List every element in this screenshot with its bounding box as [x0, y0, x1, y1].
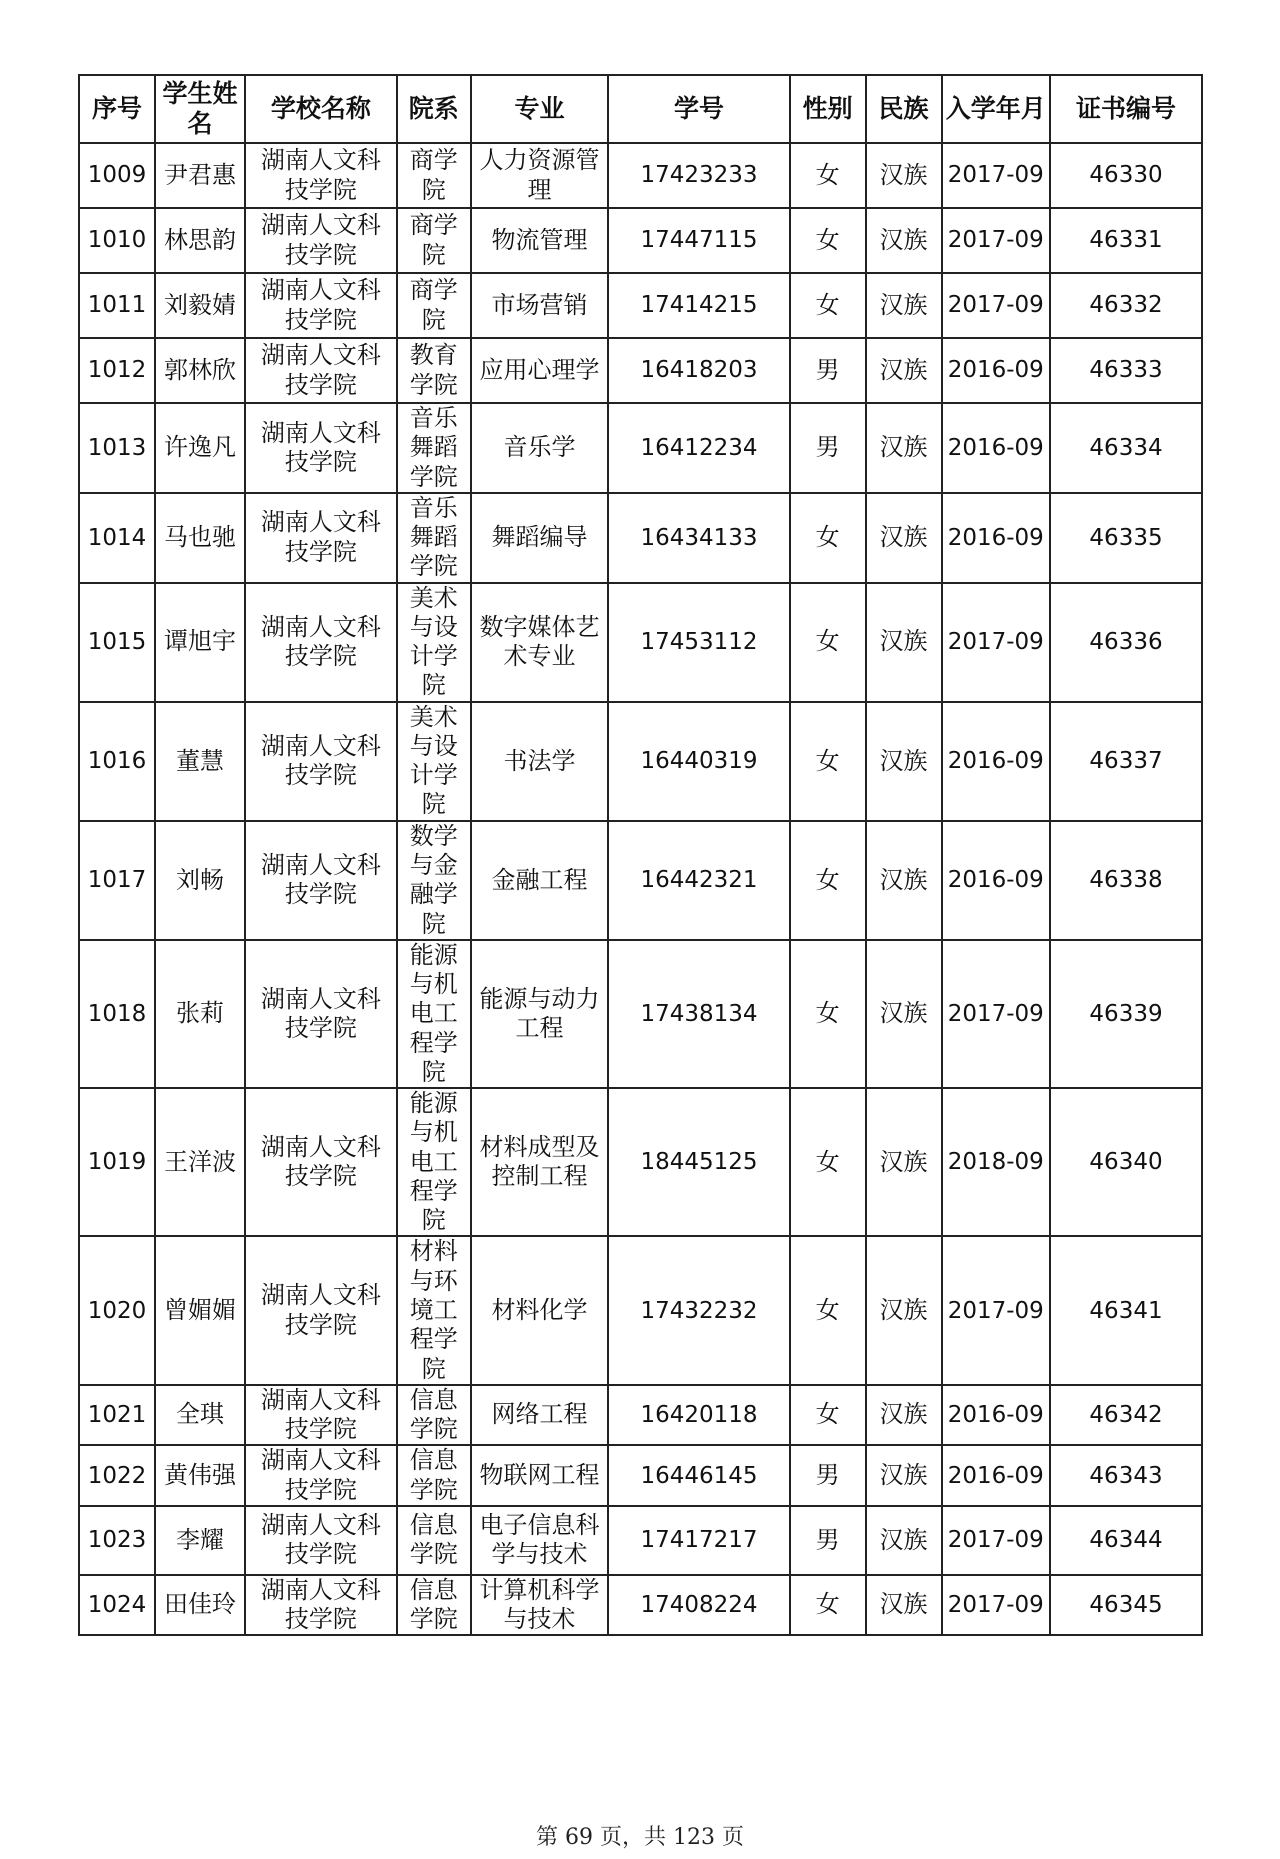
cell-student-id: 18445125	[608, 1088, 789, 1236]
cell-ethnicity: 汉族	[866, 1575, 942, 1636]
table-row	[79, 1385, 1202, 1446]
cell-enrollment: 2016-09	[942, 403, 1051, 493]
cell-serial: 1021	[79, 1385, 155, 1446]
cell-gender: 女	[790, 702, 866, 821]
cell-name: 王洋波	[155, 1088, 245, 1236]
cell-department: 音乐舞蹈学院	[397, 403, 471, 493]
cell-name: 董慧	[155, 702, 245, 821]
cell-ethnicity: 汉族	[866, 1236, 942, 1384]
cell-student-id: 17423233	[608, 143, 789, 208]
cell-school: 湖南人文科技学院	[245, 403, 397, 493]
cell-department: 信息学院	[397, 1506, 471, 1575]
cell-serial: 1015	[79, 583, 155, 702]
cell-major: 应用心理学	[471, 338, 609, 403]
cell-gender: 女	[790, 940, 866, 1088]
header-cell: 学生姓名	[155, 75, 245, 143]
cell-student-id: 17438134	[608, 940, 789, 1088]
cell-gender: 男	[790, 338, 866, 403]
cell-school: 湖南人文科技学院	[245, 1445, 397, 1506]
cell-major: 网络工程	[471, 1385, 609, 1446]
cell-ethnicity: 汉族	[866, 1088, 942, 1236]
cell-serial: 1010	[79, 208, 155, 273]
cell-major: 数字媒体艺术专业	[471, 583, 609, 702]
cell-certificate-no: 46341	[1050, 1236, 1202, 1384]
table-row	[79, 1088, 1202, 1236]
cell-department: 信息学院	[397, 1575, 471, 1636]
table-row	[79, 1445, 1202, 1506]
cell-name: 刘毅婧	[155, 273, 245, 338]
cell-department: 教育学院	[397, 338, 471, 403]
cell-school: 湖南人文科技学院	[245, 493, 397, 583]
cell-gender: 女	[790, 493, 866, 583]
cell-school: 湖南人文科技学院	[245, 583, 397, 702]
cell-student-id: 16442321	[608, 821, 789, 940]
header-cell: 民族	[866, 75, 942, 143]
cell-school: 湖南人文科技学院	[245, 273, 397, 338]
cell-certificate-no: 46340	[1050, 1088, 1202, 1236]
cell-enrollment: 2017-09	[942, 1236, 1051, 1384]
cell-enrollment: 2017-09	[942, 940, 1051, 1088]
cell-student-id: 17453112	[608, 583, 789, 702]
cell-certificate-no: 46337	[1050, 702, 1202, 821]
cell-name: 李耀	[155, 1506, 245, 1575]
cell-school: 湖南人文科技学院	[245, 338, 397, 403]
cell-department: 能源与机电工程学院	[397, 1088, 471, 1236]
page-footer: 第 69 页，共 123 页	[536, 1825, 744, 1850]
cell-name: 尹君惠	[155, 143, 245, 208]
cell-name: 张莉	[155, 940, 245, 1088]
cell-school: 湖南人文科技学院	[245, 208, 397, 273]
cell-certificate-no: 46343	[1050, 1445, 1202, 1506]
header-cell: 性别	[790, 75, 866, 143]
cell-ethnicity: 汉族	[866, 1385, 942, 1446]
cell-ethnicity: 汉族	[866, 493, 942, 583]
header-cell: 入学年月	[942, 75, 1051, 143]
cell-name: 黄伟强	[155, 1445, 245, 1506]
cell-school: 湖南人文科技学院	[245, 821, 397, 940]
cell-name: 刘畅	[155, 821, 245, 940]
cell-enrollment: 2017-09	[942, 1575, 1051, 1636]
table-row	[79, 1506, 1202, 1575]
cell-department: 商学院	[397, 208, 471, 273]
table-row	[79, 403, 1202, 493]
cell-name: 曾媚媚	[155, 1236, 245, 1384]
cell-serial: 1011	[79, 273, 155, 338]
cell-major: 材料化学	[471, 1236, 609, 1384]
cell-student-id: 16446145	[608, 1445, 789, 1506]
cell-enrollment: 2017-09	[942, 208, 1051, 273]
table-body	[79, 143, 1202, 1635]
cell-school: 湖南人文科技学院	[245, 940, 397, 1088]
cell-student-id: 16418203	[608, 338, 789, 403]
cell-department: 材料与环境工程学院	[397, 1236, 471, 1384]
cell-enrollment: 2016-09	[942, 702, 1051, 821]
table-row	[79, 1575, 1202, 1636]
cell-department: 商学院	[397, 273, 471, 338]
cell-ethnicity: 汉族	[866, 338, 942, 403]
header-cell: 学号	[608, 75, 789, 143]
table-row	[79, 1236, 1202, 1384]
cell-certificate-no: 46336	[1050, 583, 1202, 702]
cell-serial: 1012	[79, 338, 155, 403]
cell-department: 信息学院	[397, 1385, 471, 1446]
cell-ethnicity: 汉族	[866, 821, 942, 940]
cell-name: 田佳玲	[155, 1575, 245, 1636]
cell-student-id: 17414215	[608, 273, 789, 338]
cell-student-id: 16434133	[608, 493, 789, 583]
cell-gender: 女	[790, 583, 866, 702]
cell-serial: 1013	[79, 403, 155, 493]
header-cell: 序号	[79, 75, 155, 143]
cell-enrollment: 2016-09	[942, 1445, 1051, 1506]
header-cell: 专业	[471, 75, 609, 143]
header-cell: 院系	[397, 75, 471, 143]
cell-enrollment: 2017-09	[942, 583, 1051, 702]
cell-certificate-no: 46345	[1050, 1575, 1202, 1636]
cell-major: 书法学	[471, 702, 609, 821]
cell-gender: 女	[790, 1088, 866, 1236]
cell-major: 金融工程	[471, 821, 609, 940]
cell-school: 湖南人文科技学院	[245, 1088, 397, 1236]
cell-ethnicity: 汉族	[866, 403, 942, 493]
cell-serial: 1016	[79, 702, 155, 821]
cell-serial: 1022	[79, 1445, 155, 1506]
cell-department: 美术与设计学院	[397, 702, 471, 821]
cell-ethnicity: 汉族	[866, 940, 942, 1088]
cell-name: 全琪	[155, 1385, 245, 1446]
cell-student-id: 16440319	[608, 702, 789, 821]
cell-enrollment: 2018-09	[942, 1088, 1051, 1236]
cell-department: 商学院	[397, 143, 471, 208]
cell-serial: 1020	[79, 1236, 155, 1384]
cell-student-id: 17417217	[608, 1506, 789, 1575]
cell-ethnicity: 汉族	[866, 1445, 942, 1506]
cell-enrollment: 2016-09	[942, 493, 1051, 583]
cell-certificate-no: 46339	[1050, 940, 1202, 1088]
cell-school: 湖南人文科技学院	[245, 143, 397, 208]
cell-gender: 男	[790, 403, 866, 493]
header-row	[79, 75, 1202, 143]
cell-certificate-no: 46342	[1050, 1385, 1202, 1446]
cell-ethnicity: 汉族	[866, 273, 942, 338]
cell-student-id: 17432232	[608, 1236, 789, 1384]
cell-certificate-no: 46333	[1050, 338, 1202, 403]
table-row	[79, 940, 1202, 1088]
cell-department: 音乐舞蹈学院	[397, 493, 471, 583]
cell-certificate-no: 46344	[1050, 1506, 1202, 1575]
cell-enrollment: 2017-09	[942, 1506, 1051, 1575]
cell-major: 电子信息科学与技术	[471, 1506, 609, 1575]
cell-gender: 女	[790, 273, 866, 338]
cell-school: 湖南人文科技学院	[245, 1506, 397, 1575]
cell-serial: 1018	[79, 940, 155, 1088]
cell-certificate-no: 46334	[1050, 403, 1202, 493]
cell-major: 市场营销	[471, 273, 609, 338]
table-row	[79, 208, 1202, 273]
cell-major: 物流管理	[471, 208, 609, 273]
cell-enrollment: 2017-09	[942, 143, 1051, 208]
cell-enrollment: 2016-09	[942, 338, 1051, 403]
cell-certificate-no: 46338	[1050, 821, 1202, 940]
cell-enrollment: 2016-09	[942, 1385, 1051, 1446]
table-row	[79, 143, 1202, 208]
cell-school: 湖南人文科技学院	[245, 1385, 397, 1446]
cell-school: 湖南人文科技学院	[245, 1575, 397, 1636]
cell-certificate-no: 46330	[1050, 143, 1202, 208]
cell-gender: 女	[790, 1236, 866, 1384]
cell-major: 音乐学	[471, 403, 609, 493]
cell-certificate-no: 46332	[1050, 273, 1202, 338]
cell-major: 人力资源管理	[471, 143, 609, 208]
table-row	[79, 338, 1202, 403]
cell-name: 郭林欣	[155, 338, 245, 403]
table-row	[79, 702, 1202, 821]
cell-serial: 1017	[79, 821, 155, 940]
cell-gender: 女	[790, 821, 866, 940]
cell-serial: 1024	[79, 1575, 155, 1636]
cell-ethnicity: 汉族	[866, 208, 942, 273]
table-row	[79, 821, 1202, 940]
cell-enrollment: 2017-09	[942, 273, 1051, 338]
cell-enrollment: 2016-09	[942, 821, 1051, 940]
cell-name: 谭旭宇	[155, 583, 245, 702]
cell-ethnicity: 汉族	[866, 143, 942, 208]
cell-student-id: 17408224	[608, 1575, 789, 1636]
cell-name: 马也驰	[155, 493, 245, 583]
cell-student-id: 16420118	[608, 1385, 789, 1446]
table-row	[79, 273, 1202, 338]
cell-gender: 男	[790, 1445, 866, 1506]
cell-major: 能源与动力工程	[471, 940, 609, 1088]
cell-major: 计算机科学与技术	[471, 1575, 609, 1636]
header-cell: 证书编号	[1050, 75, 1202, 143]
cell-serial: 1014	[79, 493, 155, 583]
header-cell: 学校名称	[245, 75, 397, 143]
cell-major: 材料成型及控制工程	[471, 1088, 609, 1236]
cell-department: 能源与机电工程学院	[397, 940, 471, 1088]
cell-certificate-no: 46331	[1050, 208, 1202, 273]
cell-name: 林思韵	[155, 208, 245, 273]
cell-gender: 女	[790, 143, 866, 208]
cell-serial: 1009	[79, 143, 155, 208]
table-row	[79, 583, 1202, 702]
cell-school: 湖南人文科技学院	[245, 702, 397, 821]
cell-department: 信息学院	[397, 1445, 471, 1506]
cell-student-id: 16412234	[608, 403, 789, 493]
cell-serial: 1023	[79, 1506, 155, 1575]
cell-gender: 女	[790, 1385, 866, 1446]
cell-gender: 女	[790, 1575, 866, 1636]
cell-gender: 男	[790, 1506, 866, 1575]
student-table	[78, 74, 1203, 1636]
cell-serial: 1019	[79, 1088, 155, 1236]
cell-department: 美术与设计学院	[397, 583, 471, 702]
cell-certificate-no: 46335	[1050, 493, 1202, 583]
cell-ethnicity: 汉族	[866, 702, 942, 821]
cell-major: 舞蹈编导	[471, 493, 609, 583]
cell-school: 湖南人文科技学院	[245, 1236, 397, 1384]
cell-department: 数学与金融学院	[397, 821, 471, 940]
table-row	[79, 493, 1202, 583]
cell-ethnicity: 汉族	[866, 583, 942, 702]
cell-student-id: 17447115	[608, 208, 789, 273]
cell-gender: 女	[790, 208, 866, 273]
cell-name: 许逸凡	[155, 403, 245, 493]
cell-major: 物联网工程	[471, 1445, 609, 1506]
cell-ethnicity: 汉族	[866, 1506, 942, 1575]
